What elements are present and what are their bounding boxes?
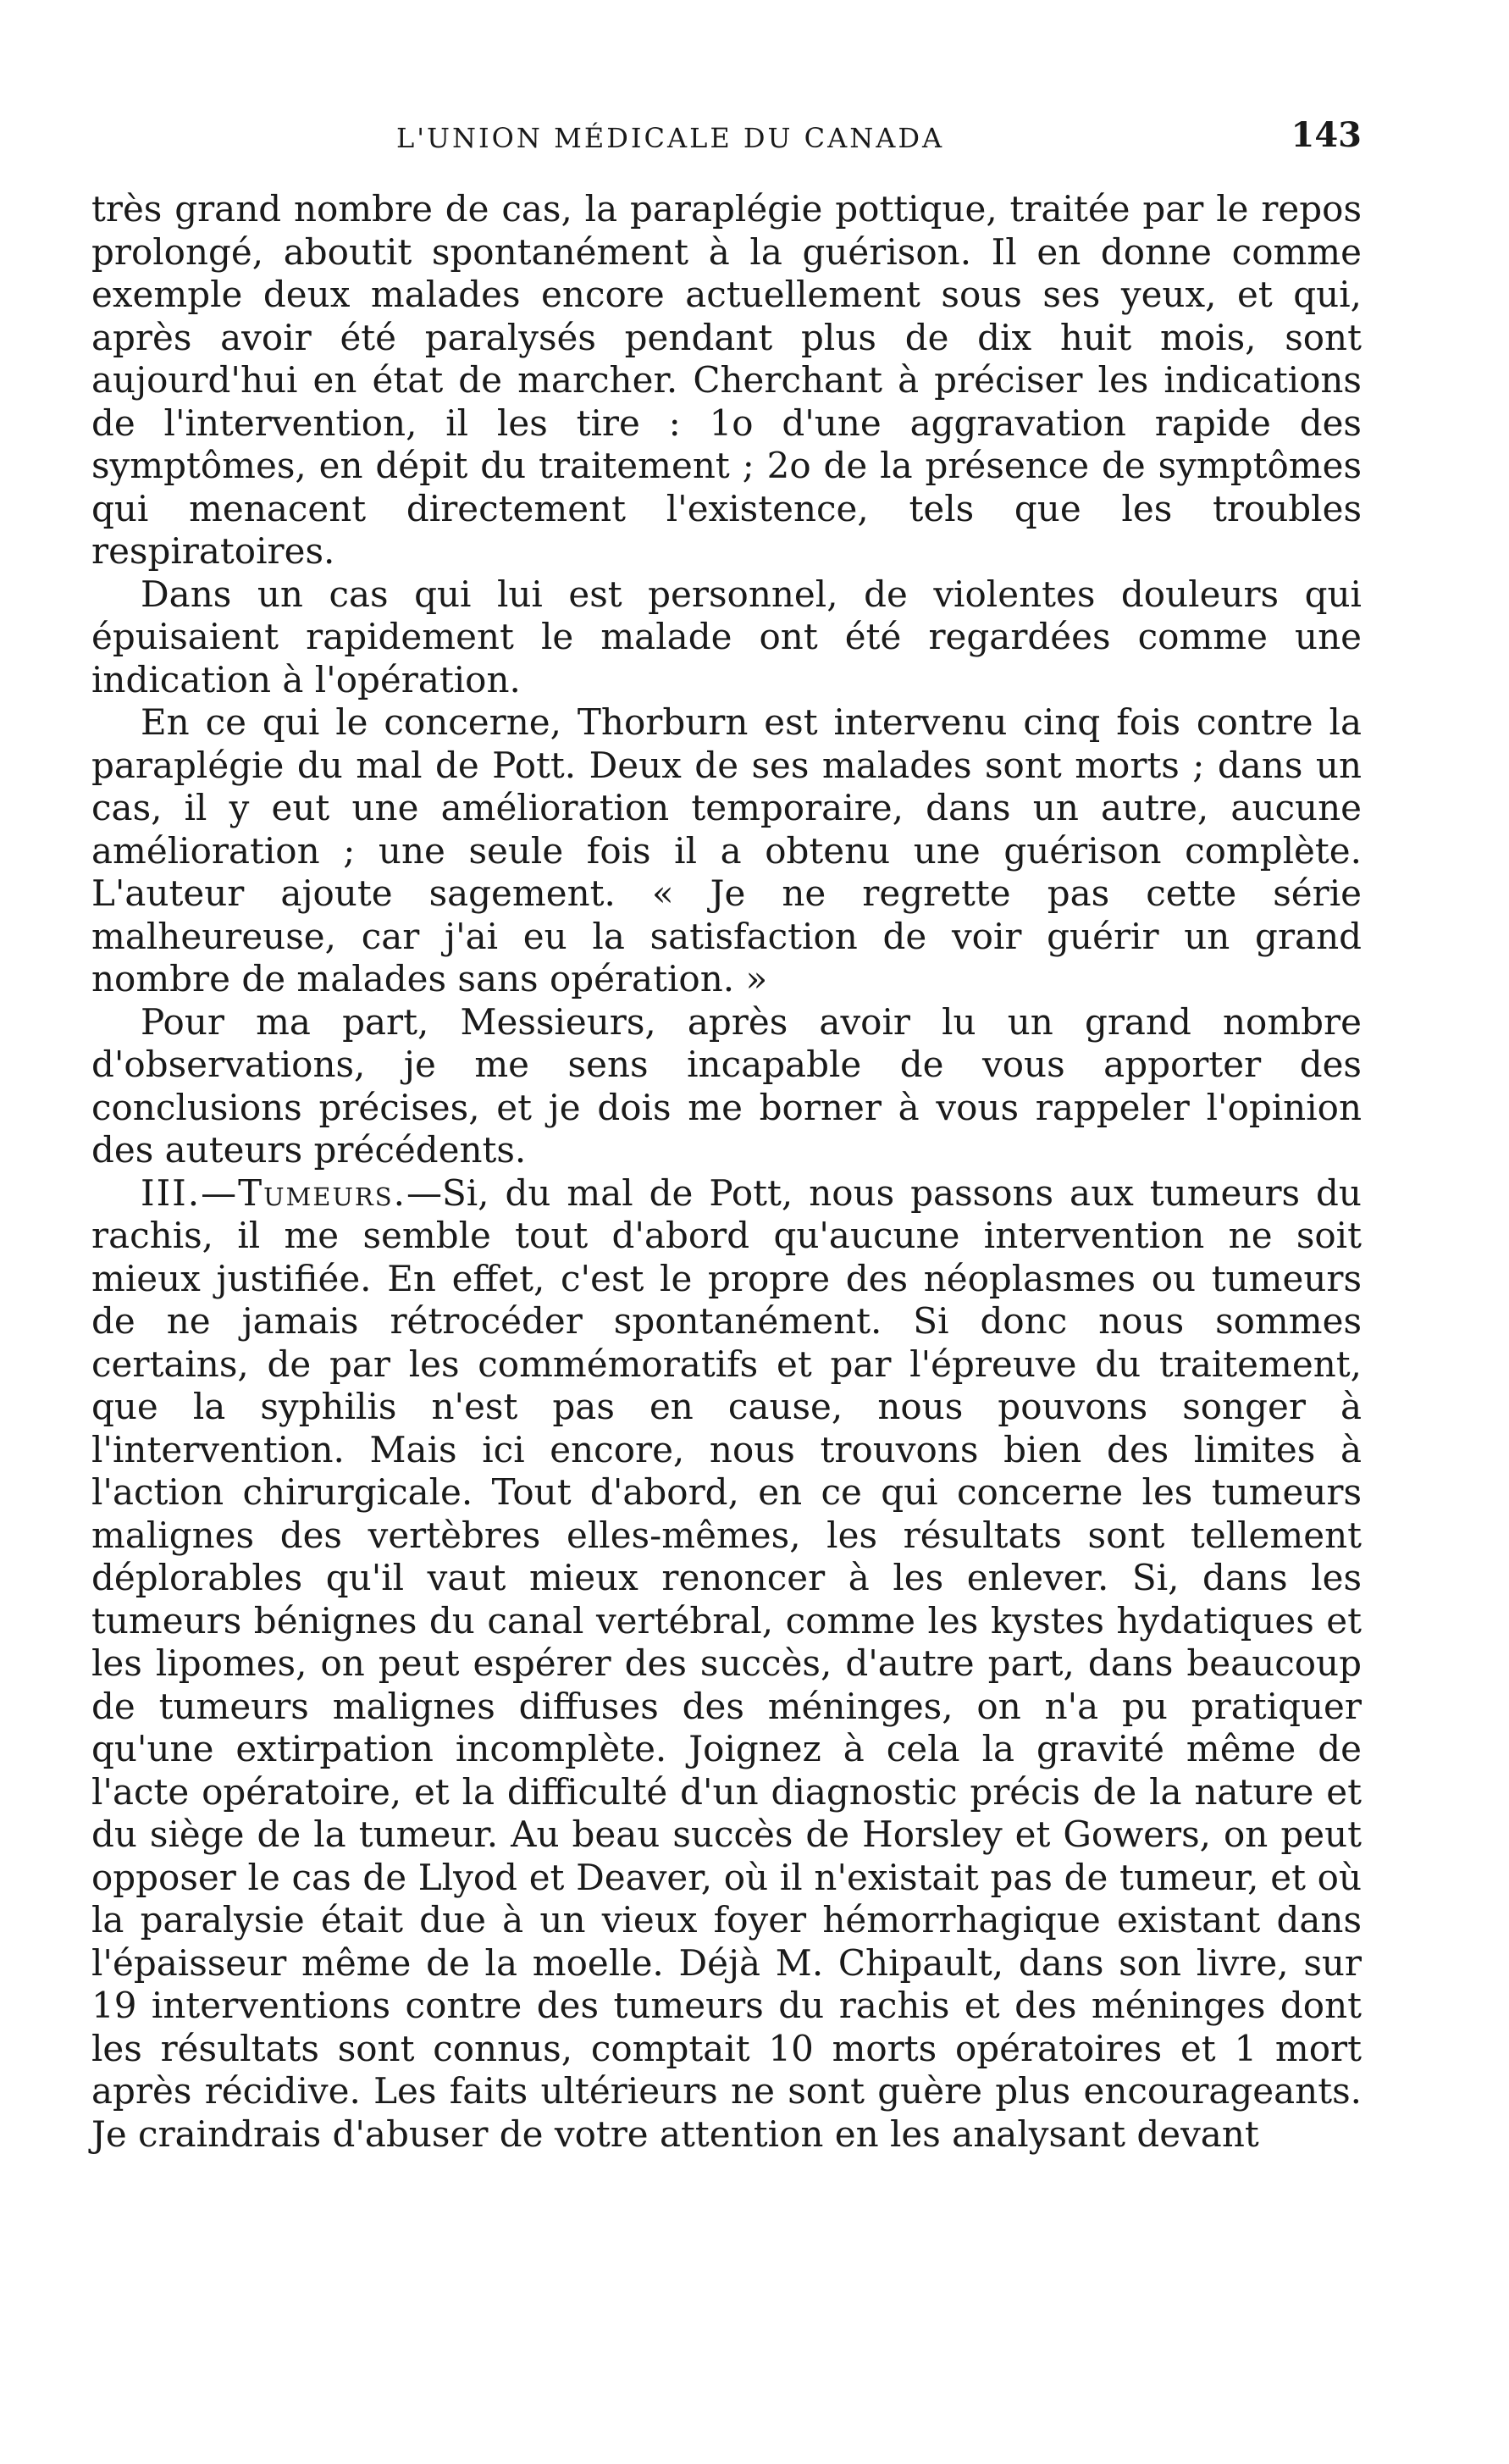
running-head — [91, 110, 1362, 169]
section-label: III.—Tumeurs. — [141, 1171, 406, 1214]
journal-title: L'UNION MÉDICALE DU CANADA — [396, 122, 945, 154]
body-text — [91, 188, 1362, 2156]
page-number: 143 — [1291, 115, 1362, 155]
paragraph: Dans un cas qui lui est personnel, de violentes douleurs qui épuisaient rapidement le malade ont été regardées comme une indication à l'opération. — [91, 573, 1362, 700]
paragraph: En ce qui le concerne, Thorburn est intervenu cinq fois contre la paraplégie du mal de Pott. Deux de ses malades sont morts ; dans un cas, il y eut une amélioration temporaire, dans un autre, aucune amélioration ; une seule fois il a obtenu une guérison complète. L'auteur ajoute sagement. « Je ne regrette pas cette série malheureuse, car j'ai eu la satisfaction de voir guérir un grand nombre de malades sans opération. » — [91, 701, 1362, 999]
section-text: —Si, du mal de Pott, nous passons aux tumeurs du rachis, il me semble tout d'abord qu'aucune intervention ne soit mieux justifiée. En effet, c'est le propre des néoplasmes ou tumeurs de ne jamais rétrocéder spontanément. Si donc nous sommes certains, de par les commémoratifs et par l'épreuve du traitement, que la syphilis n'est pas en cause, nous pouvons songer à l'intervention. Mais ici encore, nous trouvons bien des limites à l'action chirurgicale. Tout d'abord, en ce qui concerne les tumeurs malignes des vertèbres elles-mêmes, les résultats sont tellement déplorables qu'il vaut mieux renoncer à les enlever. Si, dans les tumeurs bénignes du canal vertébral, comme les kystes hydatiques et les lipomes, on peut espérer des succès, d'autre part, dans beaucoup de tumeurs malignes diffuses des méninges, on n'a pu pratiquer qu'une extirpation incomplète. Joignez à cela la gravité même de l'acte opératoire, et la difficulté d'un diagnostic précis de la nature et du siège de la tumeur. Au beau succès de Horsley et Gowers, on peut opposer le cas de Llyod et Deaver, où il n'existait pas de tumeur, et où la paralysie était due à un vieux foyer hémorrhagique existant dans l'épaisseur même de la moelle. Déjà M. Chipault, dans son livre, sur 19 interventions contre des tumeurs du rachis et des méninges dont les résultats sont connus, comptait 10 morts opératoires et 1 mort après récidive. Les faits ultérieurs ne sont guère plus encourageants. Je craindrais d'abuser de votre attention en les analysant devant — [91, 1171, 1362, 2155]
section-paragraph — [91, 1172, 1362, 2157]
paragraph-continuation: très grand nombre de cas, la paraplégie pottique, traitée par le repos prolongé, aboutit spontanément à la guérison. Il en donne comme exemple deux malades encore actuellement sous ses yeux, et qui, après avoir été paralysés pendant plus de dix huit mois, sont aujourd'hui en état de marcher. Cherchant à préciser les indications de l'intervention, il les tire : 1o d'une aggravation rapide des symptômes, en dépit du traitement ; 2o de la présence de symptômes qui menacent directement l'existence, tels que les troubles respiratoires. — [91, 188, 1362, 572]
paragraph: Pour ma part, Messieurs, après avoir lu un grand nombre d'observations, je me sens incapable de vous apporter des conclusions précises, et je dois me borner à vous rappeler l'opinion des auteurs précédents. — [91, 1000, 1362, 1171]
page — [91, 110, 1362, 2156]
